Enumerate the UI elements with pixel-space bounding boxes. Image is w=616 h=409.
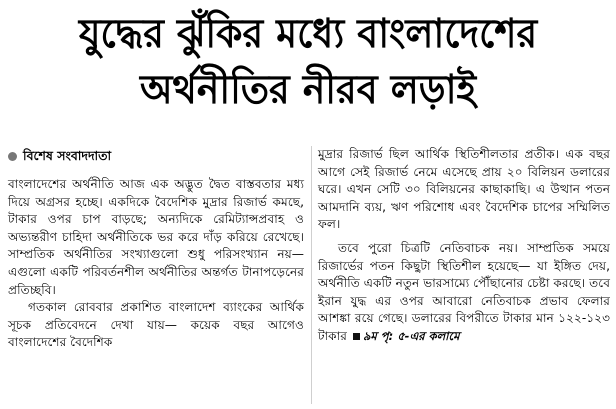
right-paragraph-2: তবে পুরো চিত্রটি নেতিবাচক নয়। সাম্প্রতিক সময়ে রিজার্ভের পতন কিছুটা স্থিতিশীল হয়েছে— যা ইঙ্গিত দেয়, অর্থনীতি একটি নতুন ভারসাম্যে পৌঁছানোর চেষ্টা করছে। তবে ইরান যুদ্ধ এর ওপর আবারো নেতিবাচক প্রভাব ফেলার আশঙ্কা রয়ে গেছে। ডলারের বিপরীতে টাকার মান ১২২-১২৩ টাকার — [318, 240, 610, 343]
headline-line-1: যুদ্ধের ঝুঁকির মধ্যে বাংলাদেশের — [78, 11, 538, 57]
article-body — [4, 146, 610, 406]
bullet-icon — [8, 152, 17, 161]
continued-reference[interactable]: ৯ম পৃ: ৫-এর কলামে — [362, 328, 460, 343]
left-paragraph-2: গতকাল রোববার প্রকাশিত বাংলাদেশ ব্যাংকের আর্থিক সূচক প্রতিবেদনে দেখা যায়— কয়েক বছর আগেও বাংলাদেশের বৈদেশিক — [8, 300, 304, 350]
right-column — [318, 146, 610, 346]
headline — [0, 0, 616, 118]
right-paragraph-1: মুদ্রার রিজার্ভ ছিল আর্থিক স্থিতিশীলতার প্রতীক। এক বছর আগে সেই রিজার্ভ নেমে এসেছে প্রায় ২০ বিলিয়ন ডলারের ঘরে। এখন সেটি ৩০ বিলিয়নের কাছাকাছি। এ উত্থান পতন আমদানি ব্যয়, ঋণ পরিশোধ এবং বৈদেশিক চাপের সম্মিলিত ফল। — [318, 147, 610, 232]
square-icon — [353, 333, 360, 340]
byline — [8, 146, 304, 166]
left-paragraph-1: বাংলাদেশের অর্থনীতি আজ এক অদ্ভুত দ্বৈত বাস্তবতার মধ্য দিয়ে অগ্রসর হচ্ছে। একদিকে বৈদেশিক মুদ্রার রিজার্ভ কমছে, টাকার ওপর চাপ বাড়ছে; অন্যদিকে রেমিট্যান্সপ্রবাহ ও অভ্যন্তরীণ চাহিদা অর্থনীতিকে ভর করে দাঁড় করিয়ে রেখেছে। সাম্প্রতিক অর্থনীতির সংখ্যাগুলো শুধু পরিসংখ্যান নয়— এগুলো একটি পরিবর্তনশীল অর্থনীতির অন্তর্গত টানাপড়েনের প্রতিচ্ছবি। — [8, 177, 304, 297]
left-column — [8, 146, 304, 352]
headline-line-2: অর্থনীতির নীরব লড়াই — [139, 67, 477, 113]
byline-text: বিশেষ সংবাদদাতা — [23, 148, 112, 164]
right-paragraph-2-wrapper — [318, 240, 610, 346]
